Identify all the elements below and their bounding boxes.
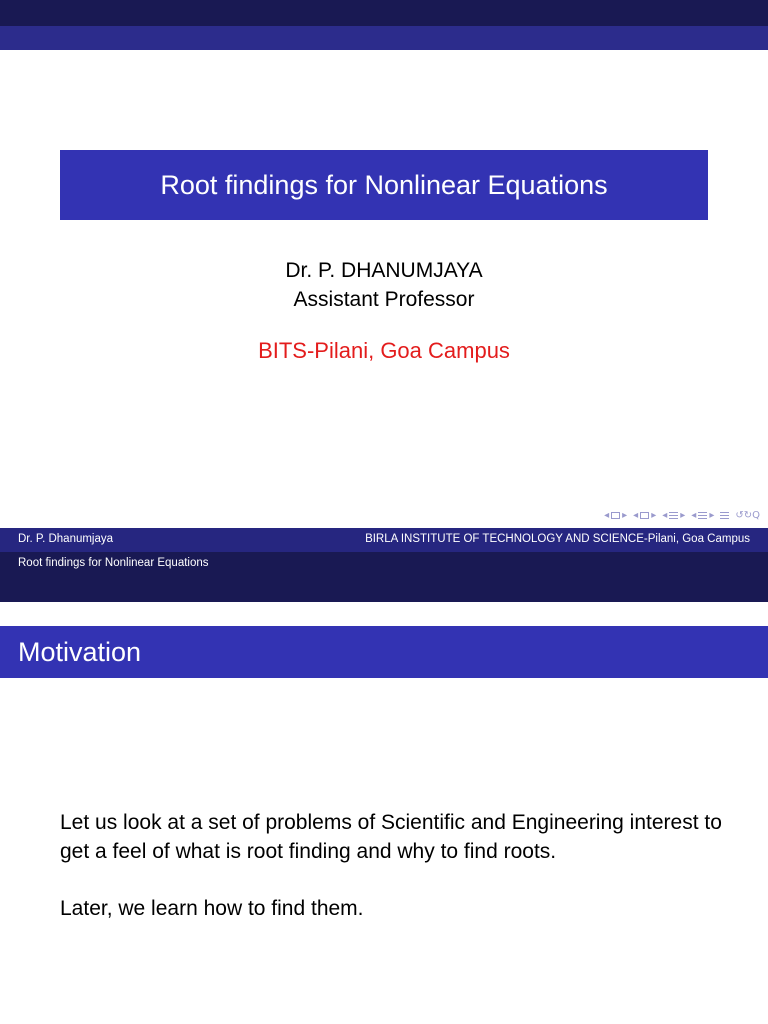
footline-row-1 (0, 528, 768, 552)
nav-slide-icon[interactable]: ◂ ▸ (604, 509, 628, 521)
footer-author: Dr. P. Dhanumjaya (18, 533, 114, 545)
nav-frame-icon[interactable]: ◂ ▸ (633, 509, 657, 521)
nav-subsection-icon[interactable]: ◂ ▸ (662, 509, 686, 521)
header-bar (0, 576, 768, 602)
motivation-paragraph-2: Later, we learn how to find them. (60, 897, 364, 920)
footer-institute: BIRLA INSTITUTE OF TECHNOLOGY AND SCIENCE-Pilani, Goa Campus (365, 533, 750, 545)
nav-section-icon[interactable]: ◂ ▸ (691, 509, 715, 521)
footline-row-2 (0, 552, 768, 576)
motivation-paragraph-1: Let us look at a set of problems of Scientific and Engineering interest to get a feel of what is root finding and why to find roots. (60, 811, 722, 863)
footer-short-title: Root findings for Nonlinear Equations (18, 557, 209, 569)
navigation-bar (604, 507, 760, 523)
author-name: Dr. P. DHANUMJAYA (285, 259, 483, 282)
motivation-slide (0, 576, 768, 1024)
footline (0, 528, 768, 576)
header-bar (0, 0, 768, 50)
nav-align-icon[interactable] (720, 512, 729, 519)
institute-name: BITS-Pilani, Goa Campus (258, 338, 510, 363)
frame-title (0, 626, 768, 678)
presentation-title: Root findings for Nonlinear Equations (160, 169, 608, 200)
author-block (0, 256, 768, 314)
author-role: Assistant Professor (293, 288, 475, 311)
header-bar-dark (0, 0, 768, 26)
header-bar-dark (0, 576, 768, 602)
header-bar-mid (0, 26, 768, 50)
presentation-title-box (60, 150, 708, 220)
frame-title-text: Motivation (18, 636, 142, 667)
nav-search-icon[interactable]: ↺↻Q (735, 509, 760, 521)
